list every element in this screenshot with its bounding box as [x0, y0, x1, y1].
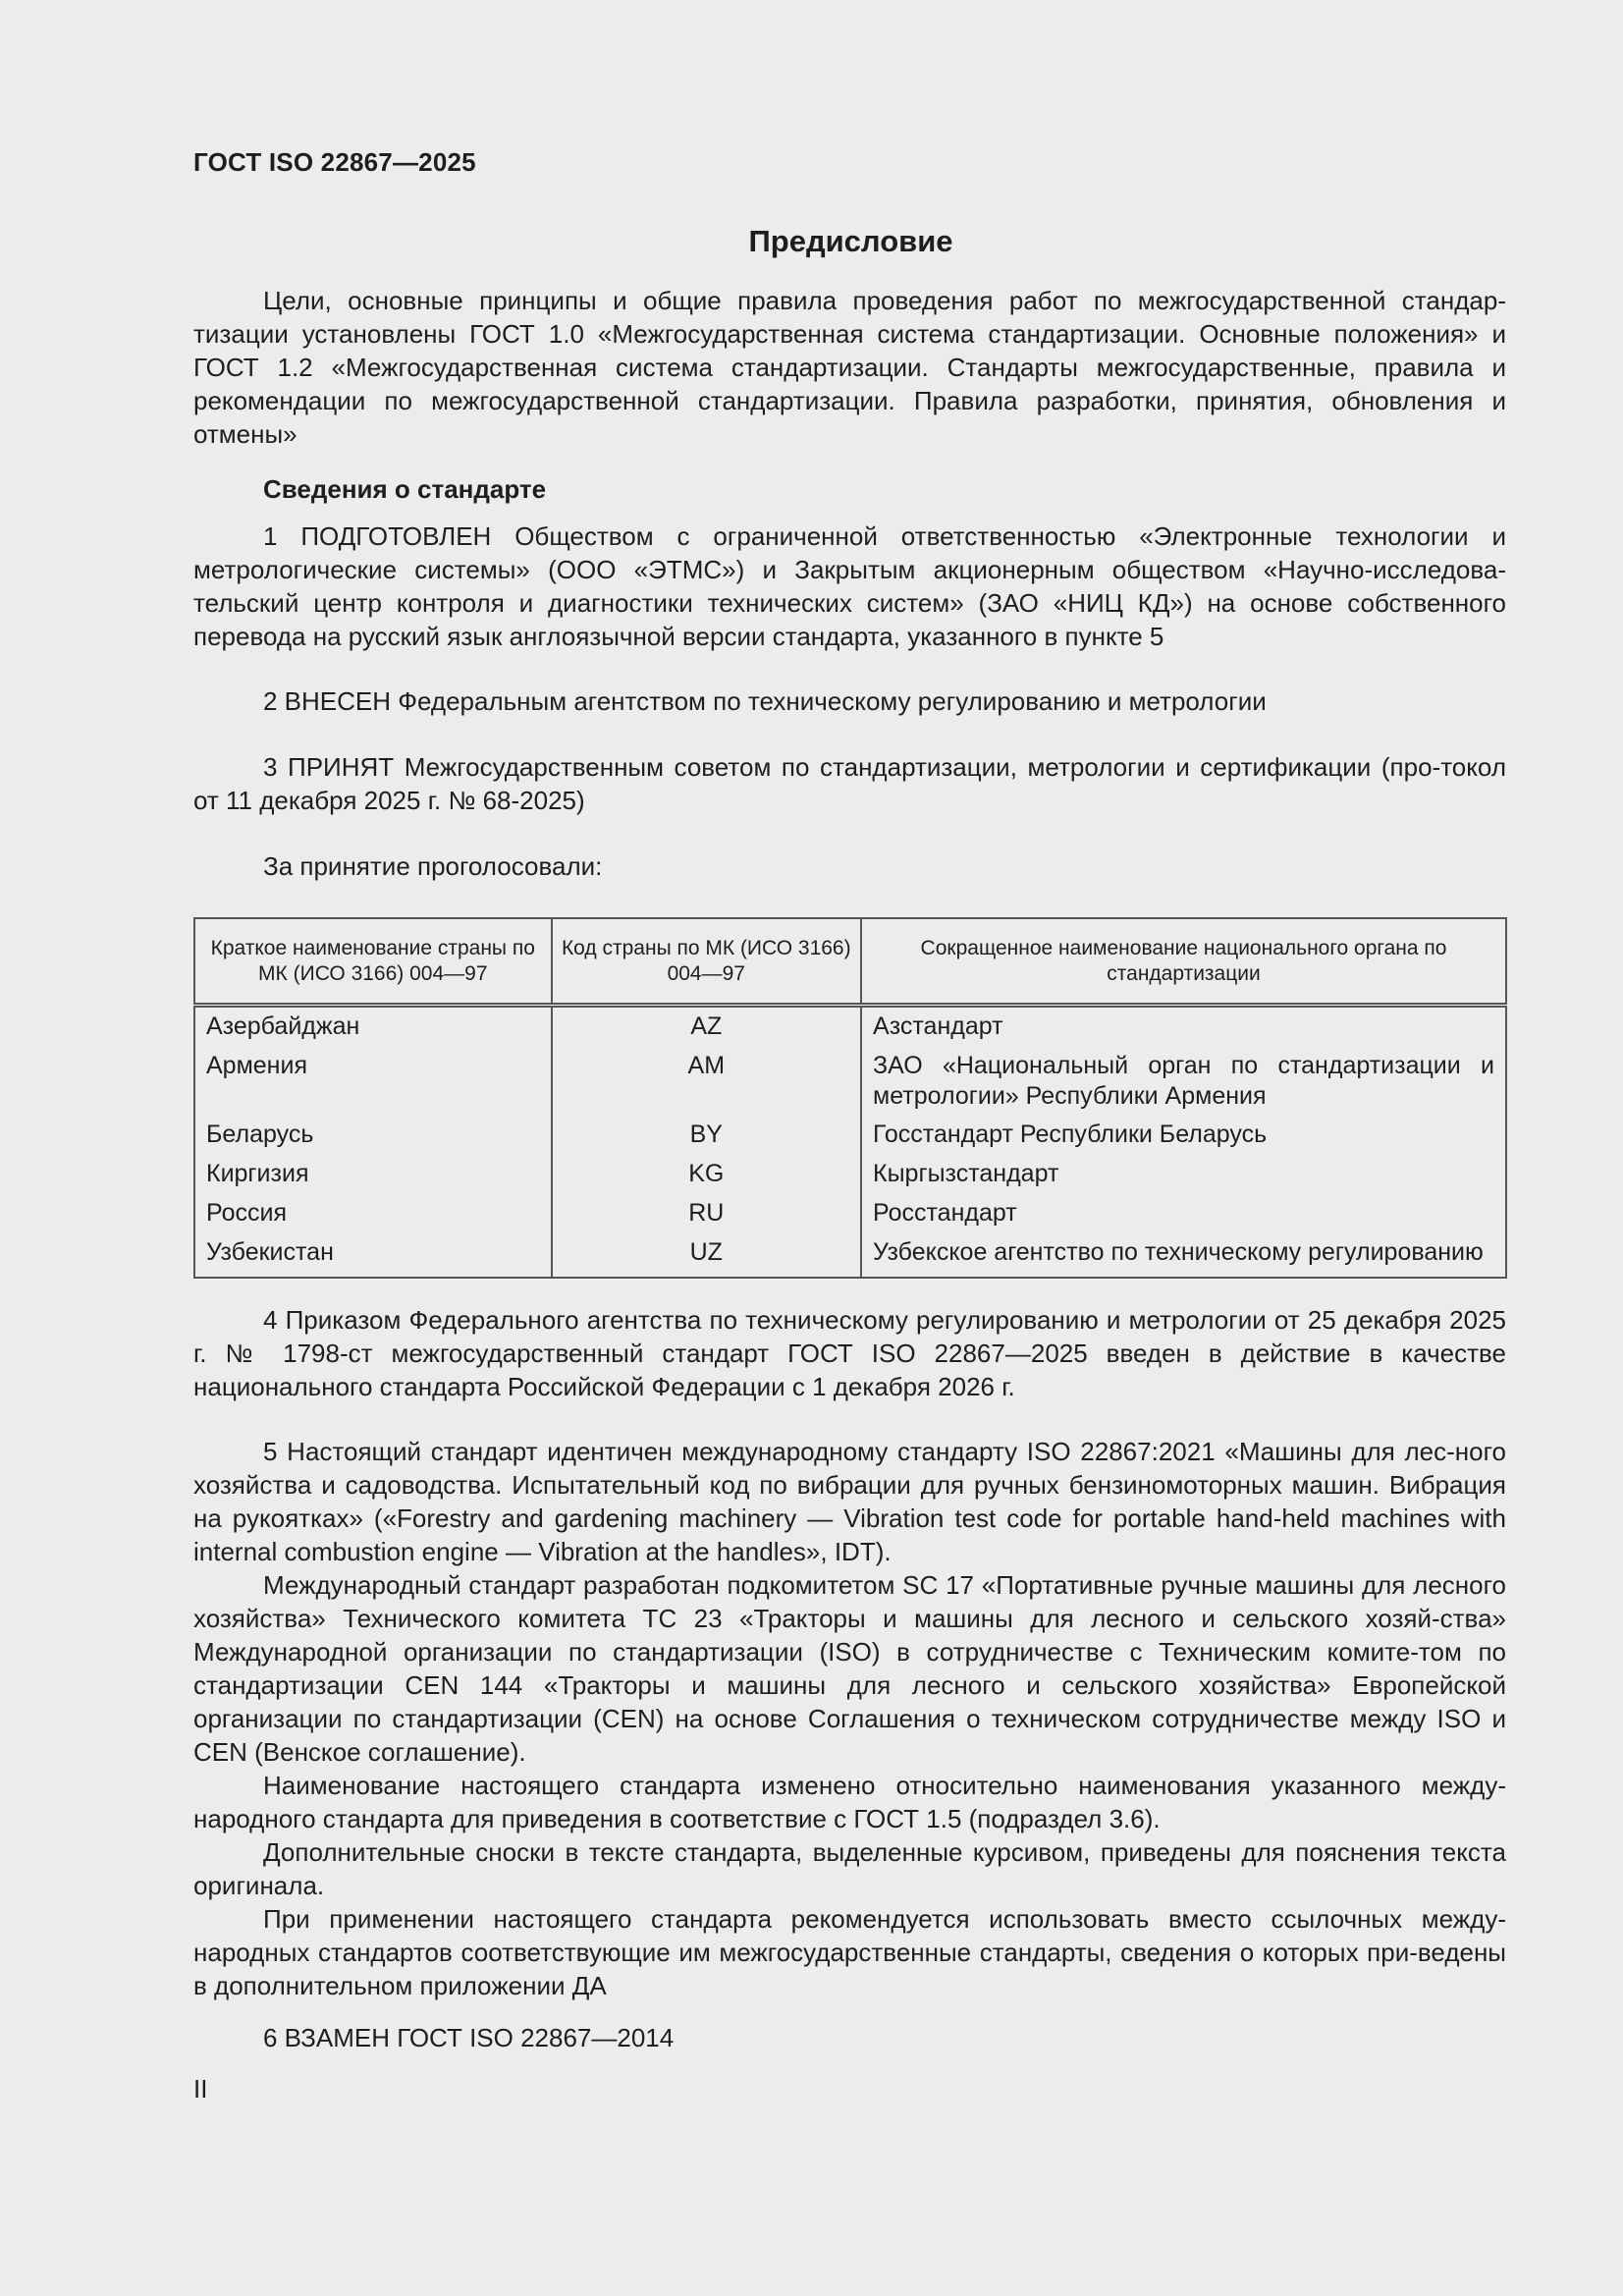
item-3-paragraph: 3 ПРИНЯТ Межгосударственным советом по стандартизации, метрологии и сертификации (про-токол от 11 декабря 2025 г. № 68-2025) [193, 752, 1506, 815]
table-row [194, 1159, 1506, 1198]
page-title: Предисловие [748, 224, 953, 258]
cell-code: BY [552, 1120, 861, 1159]
cell-code: AZ [552, 1006, 861, 1052]
cell-country: Узбекистан [194, 1237, 552, 1278]
intro-block [193, 284, 1506, 451]
table-row [194, 1051, 1506, 1120]
item-5-paragraph-e: При применении настоящего стандарта рекомендуется использовать вместо ссылочных между-народных стандартов соответствующие им межгосударственные стандарты, сведения о которых при-ведены в дополнительном приложении ДА [193, 1904, 1506, 2000]
item-5-paragraph-d: Дополнительные сноски в тексте стандарта, выделенные курсивом, приведены для пояснения текста оригинала. [193, 1837, 1506, 1900]
cell-code: UZ [552, 1237, 861, 1278]
voted-block [193, 849, 1506, 883]
item-3-block [193, 750, 1506, 817]
cell-body: ЗАО «Национальный орган по стандартизации и метрологии» Республики Армения [861, 1051, 1506, 1120]
item-5-paragraph-c: Наименование настоящего стандарта изменено относительно наименования указанного между-народного стандарта для приведения в соответствие с ГОСТ 1.5 (подраздел 3.6). [193, 1771, 1506, 1833]
item-5-paragraph-b: Международный стандарт разработан подкомитетом SC 17 «Портативные ручные машины для лесного хозяйства» Технического комитета TC 23 «Тракторы и машины для лесного и сельского хозяй-ства» Международной организации по стандартизации (ISO) в сотрудничестве с Техническим комите-том по стандартизации CEN 144 «Тракторы и машины для лесного и сельского хозяйства» Европейской организации по стандартизации (CEN) на основе Соглашения о техническом сотрудничестве между ISO и CEN (Венское соглашение). [193, 1570, 1506, 1767]
cell-country: Киргизия [194, 1159, 552, 1198]
cell-country: Беларусь [194, 1120, 552, 1159]
item-4-block [193, 1303, 1506, 1403]
header-country-name: Краткое наименование страны по МК (ИСО 3166) 004—97 [194, 918, 552, 1006]
voting-table [193, 917, 1507, 1279]
table-row [194, 1006, 1506, 1052]
cell-code: AM [552, 1051, 861, 1120]
item-5-block [193, 1435, 1506, 2002]
header-national-body: Сокращенное наименование национального органа по стандартизации [861, 918, 1506, 1006]
table-row [194, 1198, 1506, 1237]
cell-body: Росстандарт [861, 1198, 1506, 1237]
item-1-block [193, 519, 1506, 653]
info-block [193, 472, 1506, 506]
cell-country: Россия [194, 1198, 552, 1237]
cell-body: Кыргызстандарт [861, 1159, 1506, 1198]
table-header-row [194, 918, 1506, 1006]
cell-body: Госстандарт Республики Беларусь [861, 1120, 1506, 1159]
cell-code: KG [552, 1159, 861, 1198]
document-header: ГОСТ ISO 22867—2025 [193, 147, 476, 177]
voted-label: За принятие проголосовали: [263, 851, 603, 881]
table-row [194, 1120, 1506, 1159]
intro-paragraph: Цели, основные принципы и общие правила проведения работ по межгосударственной стандар-тизации установлены ГОСТ 1.0 «Межгосударственная система стандартизации. Основные положения» и ГОСТ 1.2 «Межгосударственная система стандартизации. Стандарты межгосударственные, правила и рекомендации по межгосударственной стандартизации. Правила разработки, принятия, обновления и отмены» [193, 286, 1506, 449]
cell-country: Азербайджан [194, 1006, 552, 1052]
item-5-paragraph: 5 Настоящий стандарт идентичен международному стандарту ISO 22867:2021 «Машины для лес-ного хозяйства и садоводства. Испытательный код по вибрации для ручных бензиномоторных машин. Вибрация на рукоятках» («Forestry and gardening machinery — Vibration test code for portable hand-held machines with internal combustion engine — Vibration at the handles», IDT). [193, 1437, 1506, 1566]
item-2-block [193, 684, 1506, 718]
cell-country: Армения [194, 1051, 552, 1120]
cell-code: RU [552, 1198, 861, 1237]
table-row [194, 1237, 1506, 1278]
header-country-code: Код страны по МК (ИСО 3166) 004—97 [552, 918, 861, 1006]
item-2-paragraph: 2 ВНЕСЕН Федеральным агентством по техническому регулированию и метрологии [263, 686, 1267, 716]
section-subtitle: Сведения о стандарте [263, 474, 547, 504]
item-6-block [193, 2021, 1506, 2054]
item-4-paragraph: 4 Приказом Федерального агентства по техническому регулированию и метрологии от 25 декабря 2025 г. № 1798-ст межгосударственный стандарт ГОСТ ISO 22867—2025 введен в действие в качестве национального стандарта Российской Федерации с 1 декабря 2026 г. [193, 1305, 1506, 1401]
cell-body: Узбекское агентство по техническому регулированию [861, 1237, 1506, 1278]
cell-body: Азстандарт [861, 1006, 1506, 1052]
item-1-paragraph: 1 ПОДГОТОВЛЕН Обществом с ограниченной ответственностью «Электронные технологии и метрологические системы» (ООО «ЭТМС») и Закрытым акционерным обществом «Научно-исследова-тельский центр контроля и диагностики технических систем» (ЗАО «НИЦ КД») на основе собственного перевода на русский язык англоязычной версии стандарта, указанного в пункте 5 [193, 521, 1506, 651]
page-number: II [193, 2074, 208, 2104]
item-6-paragraph: 6 ВЗАМЕН ГОСТ ISO 22867—2014 [263, 2023, 675, 2052]
